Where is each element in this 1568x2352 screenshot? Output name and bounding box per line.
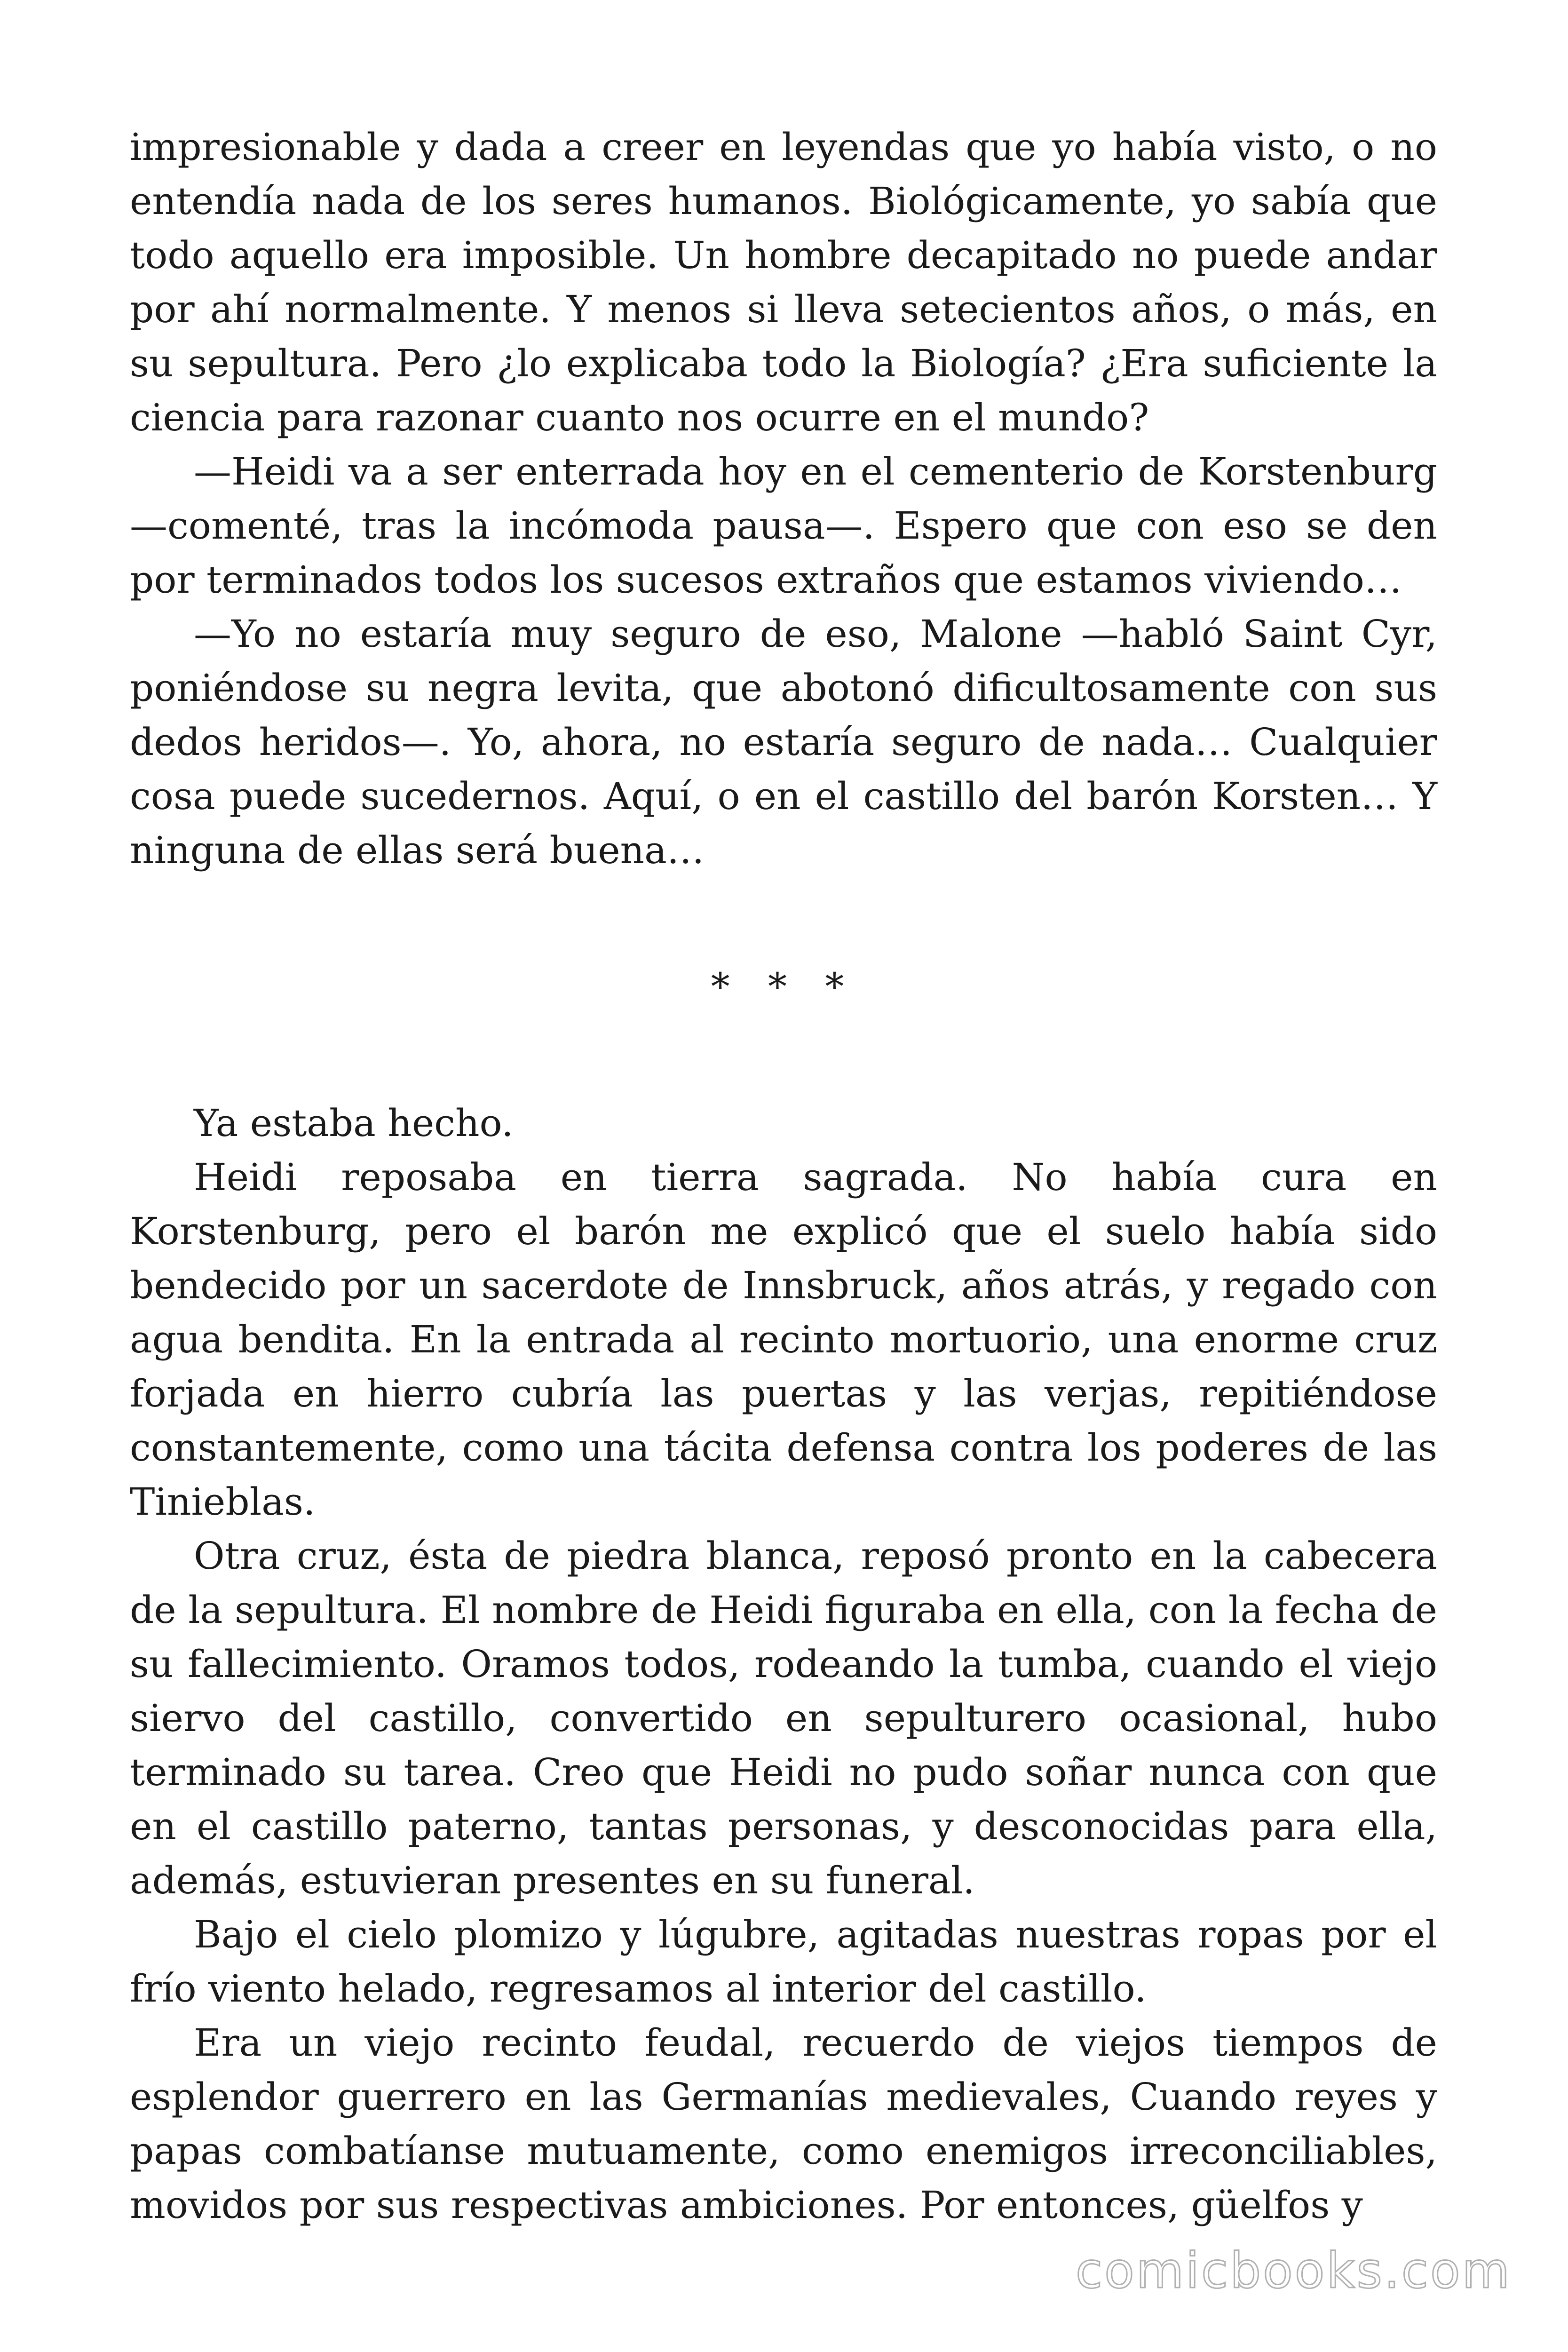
paragraph-otra-cruz: Otra cruz, ésta de piedra blanca, reposó pronto en la cabecera de la sepultura. El nombre de Heidi figuraba en ella, con la fecha de su fallecimiento. Oramos todos, rodeando la tumba, cuando el viejo siervo del castillo, convertido en sepulturero ocasional, hubo terminado su tarea. Creo que Heidi no pudo soñar nunca con que en el castillo paterno, tantas personas, y desconocidas para ella, además, estuvieran presentes en su funeral. xyxy=(130,1534,1437,1902)
paragraph-bajo-el-cielo: Bajo el cielo plomizo y lúgubre, agitadas nuestras ropas por el frío viento helado, regresamos al interior del castillo. xyxy=(130,1913,1437,2010)
text-block-bottom xyxy=(130,1096,1437,2232)
paragraph-heidi-reposaba: Heidi reposaba en tierra sagrada. No había cura en Korstenburg, pero el barón me explicó que el suelo había sido bendecido por un sacerdote de Innsbruck, años atrás, y regado con agua bendita. En la entrada al recinto mortuorio, una enorme cruz forjada en hierro cubría las puertas y las verjas, repitiéndose constantemente, como una tácita defensa contra los poderes de las Tinieblas. xyxy=(130,1155,1437,1524)
paragraph-dialogue-saint-cyr: —Yo no estaría muy seguro de eso, Malone —habló Saint Cyr, poniéndose su negra levita, que abotonó dificultosamente con sus dedos heridos—. Yo, ahora, no estaría seguro de nada… Cualquier cosa puede sucedernos. Aquí, o en el castillo del barón Korsten… Y ninguna de ellas será buena… xyxy=(130,612,1437,872)
paragraph-dialogue-heidi: —Heidi va a ser enterrada hoy en el cementerio de Korstenburg —comenté, tras la incómoda pausa—. Espero que con eso se den por terminados todos los sucesos extraños que estamos viviendo… xyxy=(130,450,1437,602)
section-separator: * * * xyxy=(711,965,857,1009)
paragraph-viejo-recinto: Era un viejo recinto feudal, recuerdo de viejos tiempos de esplendor guerrero en las Germanías medievales, Cuando reyes y papas combatíanse mutuamente, como enemigos irreconciliables, movidos por sus respectivas ambiciones. Por entonces, güelfos y xyxy=(130,2021,1437,2227)
watermark-text: comicbooks.com xyxy=(1075,2242,1512,2299)
paragraph-continuation: impresionable y dada a creer en leyendas que yo había visto, o no entendía nada de los seres humanos. Biológicamente, yo sabía que todo aquello era imposible. Un hombre decapitado no puede andar por ahí normalmente. Y menos si lleva setecientos años, o más, en su sepultura. Pero ¿lo explicaba todo la Biología? ¿Era suficiente la ciencia para razonar cuanto nos ocurre en el mundo? xyxy=(130,125,1437,439)
text-block-top xyxy=(130,120,1437,877)
paragraph-ya-estaba-hecho: Ya estaba hecho. xyxy=(194,1101,514,1145)
